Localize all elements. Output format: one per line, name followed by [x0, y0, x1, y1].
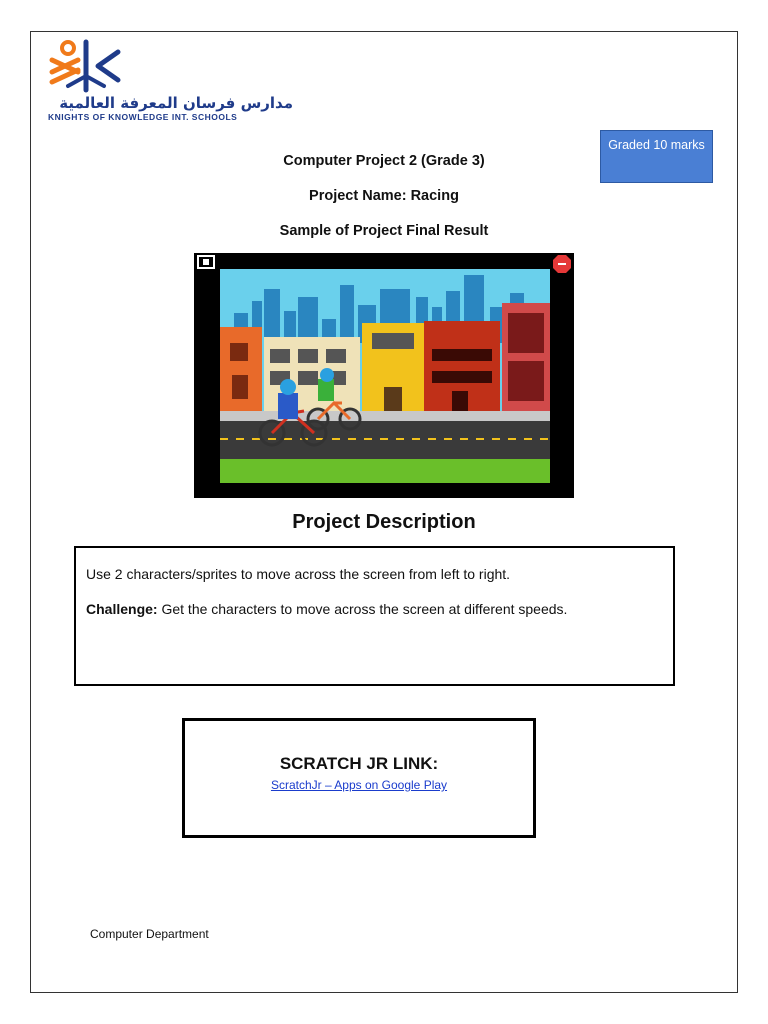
description-title: Project Description	[292, 511, 476, 533]
challenge-line	[86, 601, 663, 617]
grass	[220, 459, 550, 483]
scratch-link-title: SCRATCH JR LINK:	[279, 754, 439, 773]
challenge-label: Challenge:	[86, 601, 158, 617]
description-line: Use 2 characters/sprites to move across the screen from left to right.	[86, 566, 511, 582]
project-name: Project Name: Racing	[309, 188, 459, 204]
stop-sign-icon	[553, 255, 571, 273]
graded-marks-badge: Graded 10 marks	[600, 130, 713, 183]
school-name-english: KNIGHTS OF KNOWLEDGE INT. SCHOOLS	[48, 112, 238, 122]
description-box	[74, 546, 675, 686]
project-title: Computer Project 2 (Grade 3)	[283, 153, 485, 169]
challenge-text: Get the characters to move across the screen at different speeds.	[161, 601, 568, 617]
scratch-link-box	[182, 718, 536, 838]
knights-logo-icon	[46, 38, 126, 94]
school-name-arabic: مدارس فرسان المعرفة العالمية	[59, 94, 293, 112]
school-logo	[46, 38, 296, 124]
sample-result-image	[194, 253, 574, 498]
scratchjr-google-play-link[interactable]: ScratchJr – Apps on Google Play	[270, 778, 448, 792]
sample-heading: Sample of Project Final Result	[279, 223, 489, 239]
racing-scene	[194, 253, 574, 498]
footer-department: Computer Department	[90, 927, 209, 941]
